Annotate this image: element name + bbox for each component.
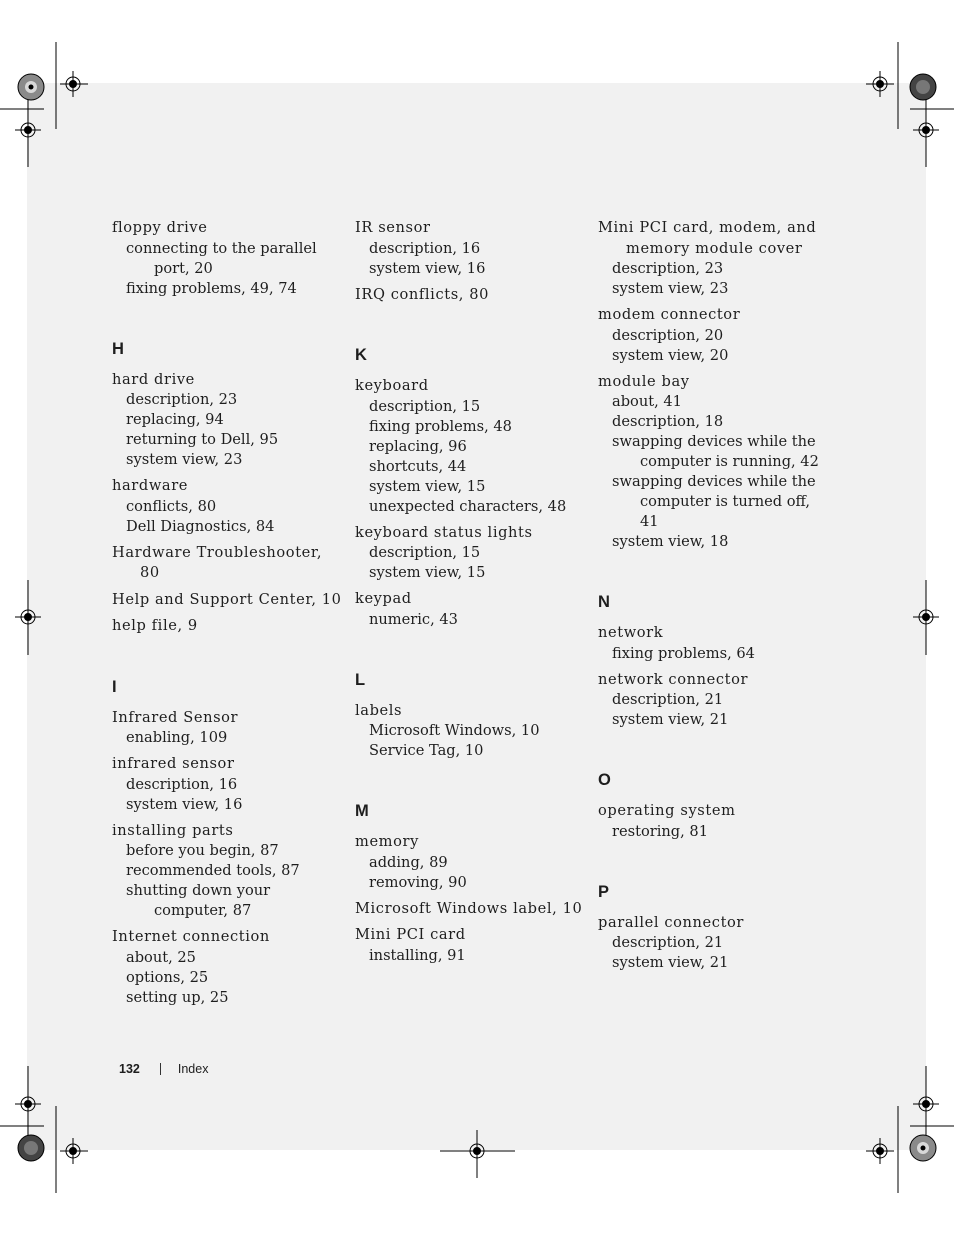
index-entry bbox=[598, 218, 828, 299]
index-subentry: system view, 15 bbox=[369, 477, 486, 495]
index-subentry: fixing problems, 48 bbox=[369, 417, 512, 435]
index-subentry: system view, 20 bbox=[612, 346, 729, 364]
index-entry bbox=[598, 913, 828, 974]
index-subentry: Service Tag, 10 bbox=[369, 742, 484, 759]
index-subentry: enabling, 109 bbox=[126, 729, 228, 746]
index-entry bbox=[598, 372, 828, 553]
index-term: Internet connection bbox=[112, 928, 270, 945]
index-section bbox=[112, 218, 342, 299]
index-column-1 bbox=[112, 218, 342, 1008]
index-term: installing parts bbox=[112, 821, 234, 839]
index-term: Mini PCI card, modem, and memory module cover bbox=[598, 219, 817, 257]
index-entry bbox=[112, 616, 342, 637]
index-section bbox=[598, 592, 828, 730]
index-term: Help and Support Center, 10 bbox=[112, 590, 342, 608]
index-term: labels bbox=[355, 701, 403, 719]
index-entry bbox=[355, 523, 585, 584]
index-term: keyboard bbox=[355, 377, 429, 394]
index-entry bbox=[355, 925, 585, 966]
index-term: Mini PCI card bbox=[355, 926, 466, 943]
index-entry bbox=[112, 927, 342, 1008]
index-subentry: setting up, 25 bbox=[126, 988, 229, 1006]
index-entry bbox=[355, 218, 585, 279]
index-subentry: about, 25 bbox=[126, 948, 196, 966]
index-subentry: description, 23 bbox=[612, 260, 724, 277]
index-term: modem connector bbox=[598, 306, 741, 323]
index-entry bbox=[112, 708, 342, 749]
index-subentry: description, 15 bbox=[369, 544, 481, 561]
index-subentry: description, 16 bbox=[126, 775, 238, 793]
index-entry bbox=[355, 589, 585, 630]
section-letter: H bbox=[112, 339, 124, 358]
index-subentry: description, 21 bbox=[612, 934, 724, 951]
index-subentry: numeric, 43 bbox=[369, 610, 458, 628]
index-subentry: system view, 23 bbox=[126, 451, 243, 468]
index-term: keypad bbox=[355, 590, 412, 607]
index-column-2 bbox=[355, 218, 585, 966]
index-term: Infrared Sensor bbox=[112, 708, 239, 726]
footer-section: Index bbox=[177, 1062, 209, 1076]
index-entry bbox=[355, 701, 585, 762]
index-section bbox=[355, 345, 585, 630]
index-subentry: description, 23 bbox=[126, 391, 238, 408]
index-entry bbox=[598, 623, 828, 664]
index-subentry: Microsoft Windows, 10 bbox=[369, 722, 540, 739]
index-subentry: Dell Diagnostics, 84 bbox=[126, 517, 275, 535]
index-subentry: restoring, 81 bbox=[612, 822, 708, 840]
index-subentry: recommended tools, 87 bbox=[126, 862, 300, 879]
index-term: Microsoft Windows label, 10 bbox=[355, 899, 583, 917]
index-subentry: system view, 21 bbox=[612, 711, 729, 728]
index-section bbox=[112, 677, 342, 1008]
index-entry bbox=[355, 832, 585, 893]
index-subentry: fixing problems, 64 bbox=[612, 644, 755, 662]
index-term: network bbox=[598, 624, 664, 641]
index-subentry: description, 15 bbox=[369, 397, 481, 415]
index-term: operating system bbox=[598, 802, 736, 819]
index-subentry: options, 25 bbox=[126, 968, 209, 986]
index-subentry: installing, 91 bbox=[369, 946, 466, 964]
index-section bbox=[355, 801, 585, 966]
index-subentry: system view, 15 bbox=[369, 564, 486, 581]
index-term: module bay bbox=[598, 372, 690, 390]
index-subentry: description, 18 bbox=[612, 413, 724, 430]
index-entry bbox=[112, 476, 342, 537]
section-letter: K bbox=[355, 346, 367, 364]
index-term: infrared sensor bbox=[112, 755, 235, 772]
index-term: memory bbox=[355, 833, 419, 850]
index-subentry: connecting to the parallel port, 20 bbox=[126, 239, 317, 277]
index-subentry: description, 21 bbox=[612, 691, 724, 708]
index-section bbox=[598, 770, 828, 842]
index-subentry: description, 16 bbox=[369, 239, 481, 257]
index-entry bbox=[112, 370, 342, 471]
index-term: parallel connector bbox=[598, 913, 744, 931]
index-section bbox=[598, 882, 828, 974]
index-term: IRQ conflicts, 80 bbox=[355, 285, 490, 303]
index-term: keyboard status lights bbox=[355, 523, 533, 541]
index-entry bbox=[355, 899, 585, 920]
index-term: floppy drive bbox=[112, 219, 208, 236]
index-subentry: swapping devices while the computer is running, 42 bbox=[612, 433, 819, 470]
index-entry bbox=[355, 285, 585, 306]
section-letter: O bbox=[598, 771, 611, 789]
index-subentry: system view, 18 bbox=[612, 533, 729, 550]
index-subentry: replacing, 96 bbox=[369, 437, 467, 455]
index-term: hard drive bbox=[112, 370, 195, 388]
index-subentry: shortcuts, 44 bbox=[369, 457, 467, 475]
page-footer bbox=[119, 1062, 208, 1076]
index-term: IR sensor bbox=[355, 219, 431, 236]
index-entry bbox=[598, 801, 828, 842]
index-entry bbox=[112, 218, 342, 299]
index-section bbox=[112, 339, 342, 637]
index-subentry: replacing, 94 bbox=[126, 411, 224, 428]
index-entry bbox=[112, 590, 342, 611]
index-subentry: unexpected characters, 48 bbox=[369, 497, 567, 515]
index-term: network connector bbox=[598, 670, 749, 688]
index-subentry: system view, 16 bbox=[126, 795, 243, 813]
index-term: help file, 9 bbox=[112, 617, 198, 634]
footer-separator bbox=[160, 1063, 161, 1075]
index-subentry: removing, 90 bbox=[369, 873, 467, 891]
index-section bbox=[355, 670, 585, 762]
section-letter: N bbox=[598, 593, 610, 611]
index-entry bbox=[112, 754, 342, 815]
page-number: 132 bbox=[119, 1062, 140, 1076]
index-subentry: swapping devices while the computer is turned off, 41 bbox=[612, 473, 816, 530]
index-subentry: system view, 21 bbox=[612, 954, 729, 971]
index-entry bbox=[112, 821, 342, 922]
section-letter: L bbox=[355, 670, 366, 689]
index-entry bbox=[355, 376, 585, 517]
index-entry bbox=[112, 543, 342, 584]
index-subentry: conflicts, 80 bbox=[126, 497, 217, 515]
index-subentry: returning to Dell, 95 bbox=[126, 431, 279, 448]
index-section bbox=[598, 218, 828, 552]
index-term: Hardware Troubleshooter, 80 bbox=[112, 543, 323, 581]
index-term: hardware bbox=[112, 477, 189, 494]
section-letter: P bbox=[598, 882, 610, 901]
index-entry bbox=[598, 305, 828, 366]
index-subentry: about, 41 bbox=[612, 393, 682, 410]
index-subentry: system view, 23 bbox=[612, 280, 729, 297]
index-subentry: system view, 16 bbox=[369, 259, 486, 277]
index-subentry: shutting down your computer, 87 bbox=[126, 882, 271, 919]
index-entry bbox=[598, 670, 828, 731]
index-subentry: adding, 89 bbox=[369, 853, 448, 871]
section-letter: M bbox=[355, 802, 369, 820]
index-subentry: before you begin, 87 bbox=[126, 842, 279, 859]
index-subentry: fixing problems, 49, 74 bbox=[126, 279, 297, 297]
index-column-3 bbox=[598, 218, 828, 973]
index-subentry: description, 20 bbox=[612, 326, 724, 344]
index-section bbox=[355, 218, 585, 305]
section-letter: I bbox=[112, 677, 117, 696]
